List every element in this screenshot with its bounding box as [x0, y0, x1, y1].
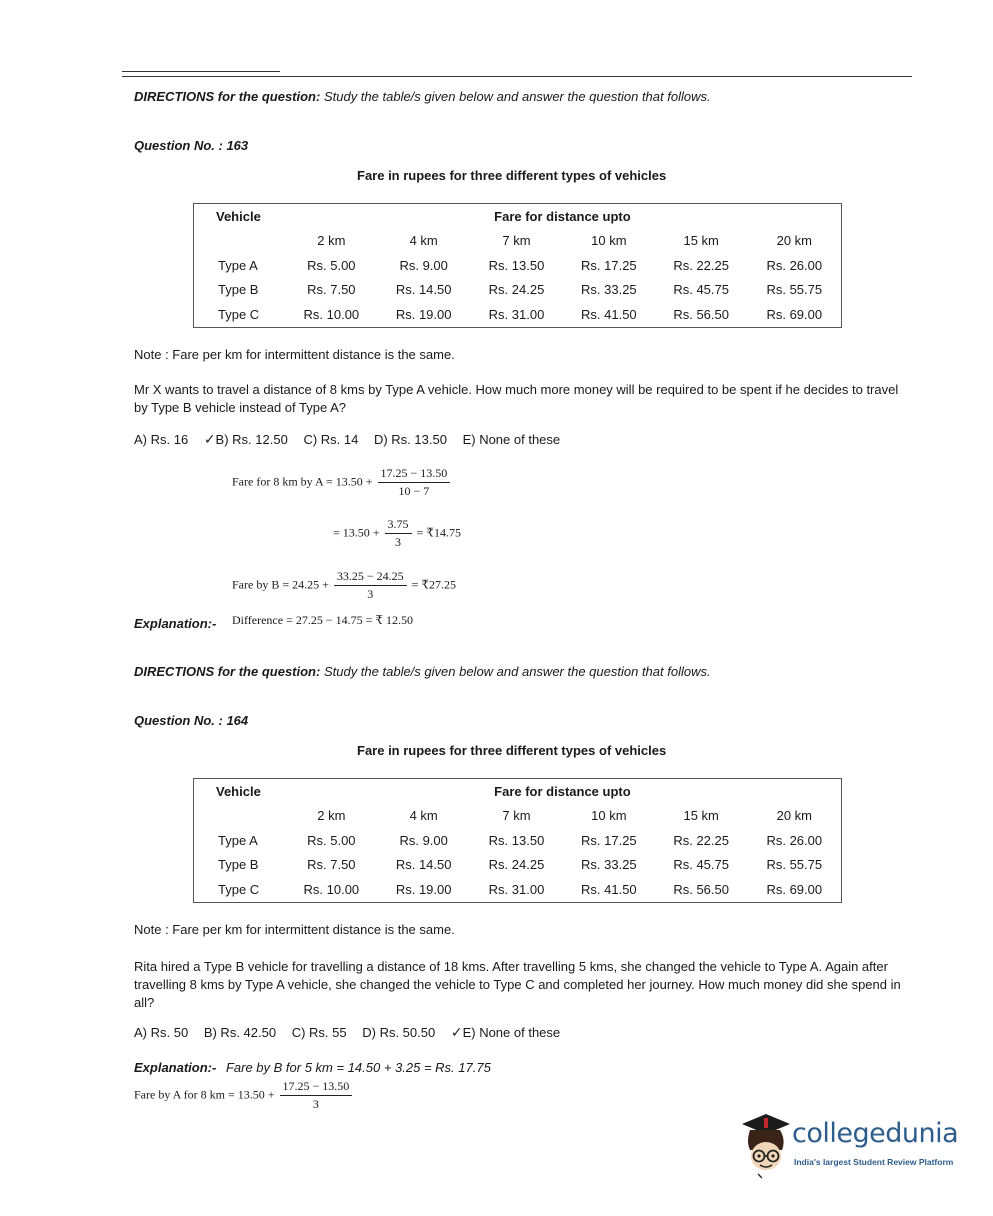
- distance-cell: 4 km: [409, 808, 438, 824]
- option-c[interactable]: C) Rs. 14: [303, 432, 359, 447]
- logo-tagline: India's largest Student Review Platform: [794, 1157, 954, 1167]
- math-rhs: = ₹27.25: [411, 577, 457, 592]
- fare-cell: Rs. 14.50: [395, 282, 452, 298]
- fare-cell: Rs. 56.50: [673, 306, 729, 322]
- fare-cell: Rs. 22.25: [673, 832, 729, 848]
- fare-cell: Rs. 17.25: [581, 832, 637, 848]
- explanation-label-163: Explanation:-: [134, 616, 217, 631]
- fare-cell: Rs. 56.50: [673, 881, 729, 897]
- option-a[interactable]: A) Rs. 50: [134, 1025, 189, 1040]
- math-line-3: [232, 569, 456, 602]
- distance-cell: 15 km: [683, 233, 719, 249]
- vehicle-header: Vehicle: [216, 208, 261, 224]
- math-line-2: [333, 517, 461, 550]
- fare-cell: Rs. 9.00: [399, 257, 448, 273]
- option-a[interactable]: A) Rs. 16: [134, 432, 189, 447]
- option-b[interactable]: B) Rs. 42.50: [203, 1025, 277, 1040]
- option-d[interactable]: D) Rs. 13.50: [373, 432, 447, 447]
- fare-cell: Rs. 33.25: [581, 282, 637, 298]
- table-row: [194, 278, 842, 303]
- numerator: 17.25 − 13.50: [378, 466, 451, 483]
- option-e[interactable]: E) None of these: [462, 1025, 561, 1040]
- numerator: 17.25 − 13.50: [280, 1079, 353, 1096]
- directions-163: [134, 89, 711, 104]
- table-row: [194, 828, 842, 853]
- fare-cell: Rs. 26.00: [766, 257, 823, 273]
- fare-cell: Rs. 19.00: [395, 306, 452, 322]
- math-fraction: [280, 1079, 353, 1112]
- directions-164: [134, 664, 711, 679]
- math-rhs: = ₹14.75: [416, 525, 461, 540]
- fare-cell: Rs. 19.00: [395, 881, 452, 897]
- explanation-label-164: Explanation:-: [134, 1060, 217, 1075]
- distance-cell: 20 km: [776, 808, 812, 824]
- fare-header: Fare for distance upto: [494, 208, 631, 224]
- denominator: 3: [312, 1097, 319, 1111]
- option-d[interactable]: D) Rs. 50.50: [362, 1025, 436, 1040]
- correct-check-icon: ✓: [450, 1024, 463, 1040]
- math-line-1: [232, 466, 452, 499]
- fare-cell: Rs. 22.25: [673, 257, 729, 273]
- fare-cell: Rs. 69.00: [766, 881, 823, 897]
- fare-cell: Rs. 33.25: [581, 857, 637, 873]
- logo-wordmark: collegedunia: [792, 1118, 959, 1149]
- math-lhs: Fare by B = 24.25 +: [232, 577, 329, 592]
- distance-cell: 10 km: [591, 233, 627, 249]
- fare-cell: Rs. 55.75: [766, 282, 823, 298]
- math-lhs: Fare by A for 8 km = 13.50 +: [134, 1087, 275, 1102]
- correct-check-icon: ✓: [203, 431, 216, 447]
- question-text-163: Mr X wants to travel a distance of 8 kms by Type A vehicle. How much more money will be required to be spent if he decides to travel by Type B vehicle instead of Type A?: [134, 382, 899, 415]
- fare-cell: Rs. 69.00: [766, 306, 823, 322]
- table-caption-164: Fare in rupees for three different types of vehicles: [357, 743, 667, 758]
- math-lhs: Fare for 8 km by A = 13.50 +: [232, 474, 373, 489]
- math-line-4: Difference = 27.25 − 14.75 = ₹ 12.50: [232, 613, 414, 627]
- distance-cell: 2 km: [317, 808, 346, 824]
- vehicle-type-cell: Type B: [218, 857, 259, 873]
- math-fraction: [385, 517, 412, 550]
- fare-table-164: [193, 778, 842, 903]
- fare-cell: Rs. 7.50: [307, 857, 356, 873]
- denominator: 10 − 7: [398, 484, 430, 498]
- directions-label: DIRECTIONS for the question:: [134, 664, 321, 679]
- distance-cell: 2 km: [317, 233, 346, 249]
- fare-cell: Rs. 31.00: [488, 881, 545, 897]
- table-header-row: [194, 204, 842, 229]
- student-mascot-icon: [738, 1112, 794, 1182]
- fare-cell: Rs. 17.25: [581, 257, 637, 273]
- fare-cell: Rs. 31.00: [488, 306, 545, 322]
- distance-cell: 4 km: [409, 233, 438, 249]
- math-line-164: [134, 1079, 354, 1112]
- distance-cell: 15 km: [683, 808, 719, 824]
- denominator: 3: [367, 587, 374, 601]
- fare-cell: Rs. 24.25: [488, 282, 545, 298]
- top-long-rule: [122, 76, 912, 77]
- fare-cell: Rs. 24.25: [488, 857, 545, 873]
- fare-cell: Rs. 55.75: [766, 857, 823, 873]
- vehicle-type-cell: Type C: [218, 306, 260, 322]
- fare-cell: Rs. 10.00: [303, 881, 360, 897]
- vehicle-header: Vehicle: [216, 783, 261, 799]
- table-header-row: [194, 779, 842, 804]
- fare-cell: Rs. 26.00: [766, 832, 823, 848]
- question-number-164: Question No. : 164: [134, 713, 249, 728]
- math-lhs: = 13.50 +: [333, 525, 380, 540]
- options-164: [134, 1024, 572, 1041]
- fare-cell: Rs. 45.75: [673, 857, 729, 873]
- option-e[interactable]: E) None of these: [462, 432, 561, 447]
- fare-cell: Rs. 45.75: [673, 282, 729, 298]
- fare-header: Fare for distance upto: [494, 783, 631, 799]
- numerator: 33.25 − 24.25: [334, 569, 407, 586]
- fare-cell: Rs. 14.50: [395, 857, 452, 873]
- distance-cell: 10 km: [591, 808, 627, 824]
- explanation-164: [134, 1060, 491, 1075]
- fare-table-163: [193, 203, 842, 328]
- fare-cell: Rs. 9.00: [399, 832, 448, 848]
- math-fraction: [334, 569, 407, 602]
- fare-cell: Rs. 41.50: [581, 881, 637, 897]
- vehicle-type-cell: Type A: [218, 832, 258, 848]
- fare-cell: Rs. 13.50: [488, 832, 545, 848]
- distance-row: [194, 804, 842, 829]
- vehicle-type-cell: Type C: [218, 881, 260, 897]
- denominator: 3: [395, 535, 402, 549]
- table-row: [194, 853, 842, 878]
- numerator: 3.75: [385, 517, 412, 534]
- table-row: [194, 253, 842, 278]
- top-short-rule: [122, 71, 280, 72]
- distance-cell: 7 km: [502, 808, 531, 824]
- directions-text: Study the table/s given below and answer the question that follows.: [320, 664, 711, 679]
- distance-row: [194, 229, 842, 254]
- fare-cell: Rs. 13.50: [488, 257, 545, 273]
- explanation-text-164: Fare by B for 5 km = 14.50 + 3.25 = Rs. 17.75: [225, 1060, 491, 1075]
- directions-text: Study the table/s given below and answer the question that follows.: [320, 89, 711, 104]
- distance-cell: 7 km: [502, 233, 531, 249]
- fare-cell: Rs. 7.50: [307, 282, 356, 298]
- math-fraction: [378, 466, 451, 499]
- table-caption-163: Fare in rupees for three different types of vehicles: [357, 168, 667, 183]
- option-b[interactable]: B) Rs. 12.50: [215, 432, 288, 447]
- vehicle-type-cell: Type B: [218, 282, 259, 298]
- distance-cell: 20 km: [776, 233, 812, 249]
- options-163: [134, 431, 572, 448]
- fare-cell: Rs. 5.00: [307, 832, 356, 848]
- vehicle-type-cell: Type A: [218, 257, 258, 273]
- fare-cell: Rs. 41.50: [581, 306, 637, 322]
- note-164: Note : Fare per km for intermittent distance is the same.: [134, 922, 455, 937]
- note-163: Note : Fare per km for intermittent distance is the same.: [134, 347, 455, 362]
- fare-cell: Rs. 10.00: [303, 306, 360, 322]
- fare-cell: Rs. 5.00: [307, 257, 356, 273]
- question-text-164: Rita hired a Type B vehicle for travelling a distance of 18 kms. After travelling 5 kms, she changed the vehicle to Type A. Again after travelling 8 kms by Type A vehicle, she changed the vehicle to Type C and completed her journey. How much money did she spend in all?: [134, 959, 901, 1010]
- question-number-163: Question No. : 163: [134, 138, 249, 153]
- directions-label: DIRECTIONS for the question:: [134, 89, 321, 104]
- table-row: [194, 877, 842, 902]
- table-row: [194, 302, 842, 327]
- option-c[interactable]: C) Rs. 55: [291, 1025, 347, 1040]
- collegedunia-logo[interactable]: [738, 1112, 968, 1182]
